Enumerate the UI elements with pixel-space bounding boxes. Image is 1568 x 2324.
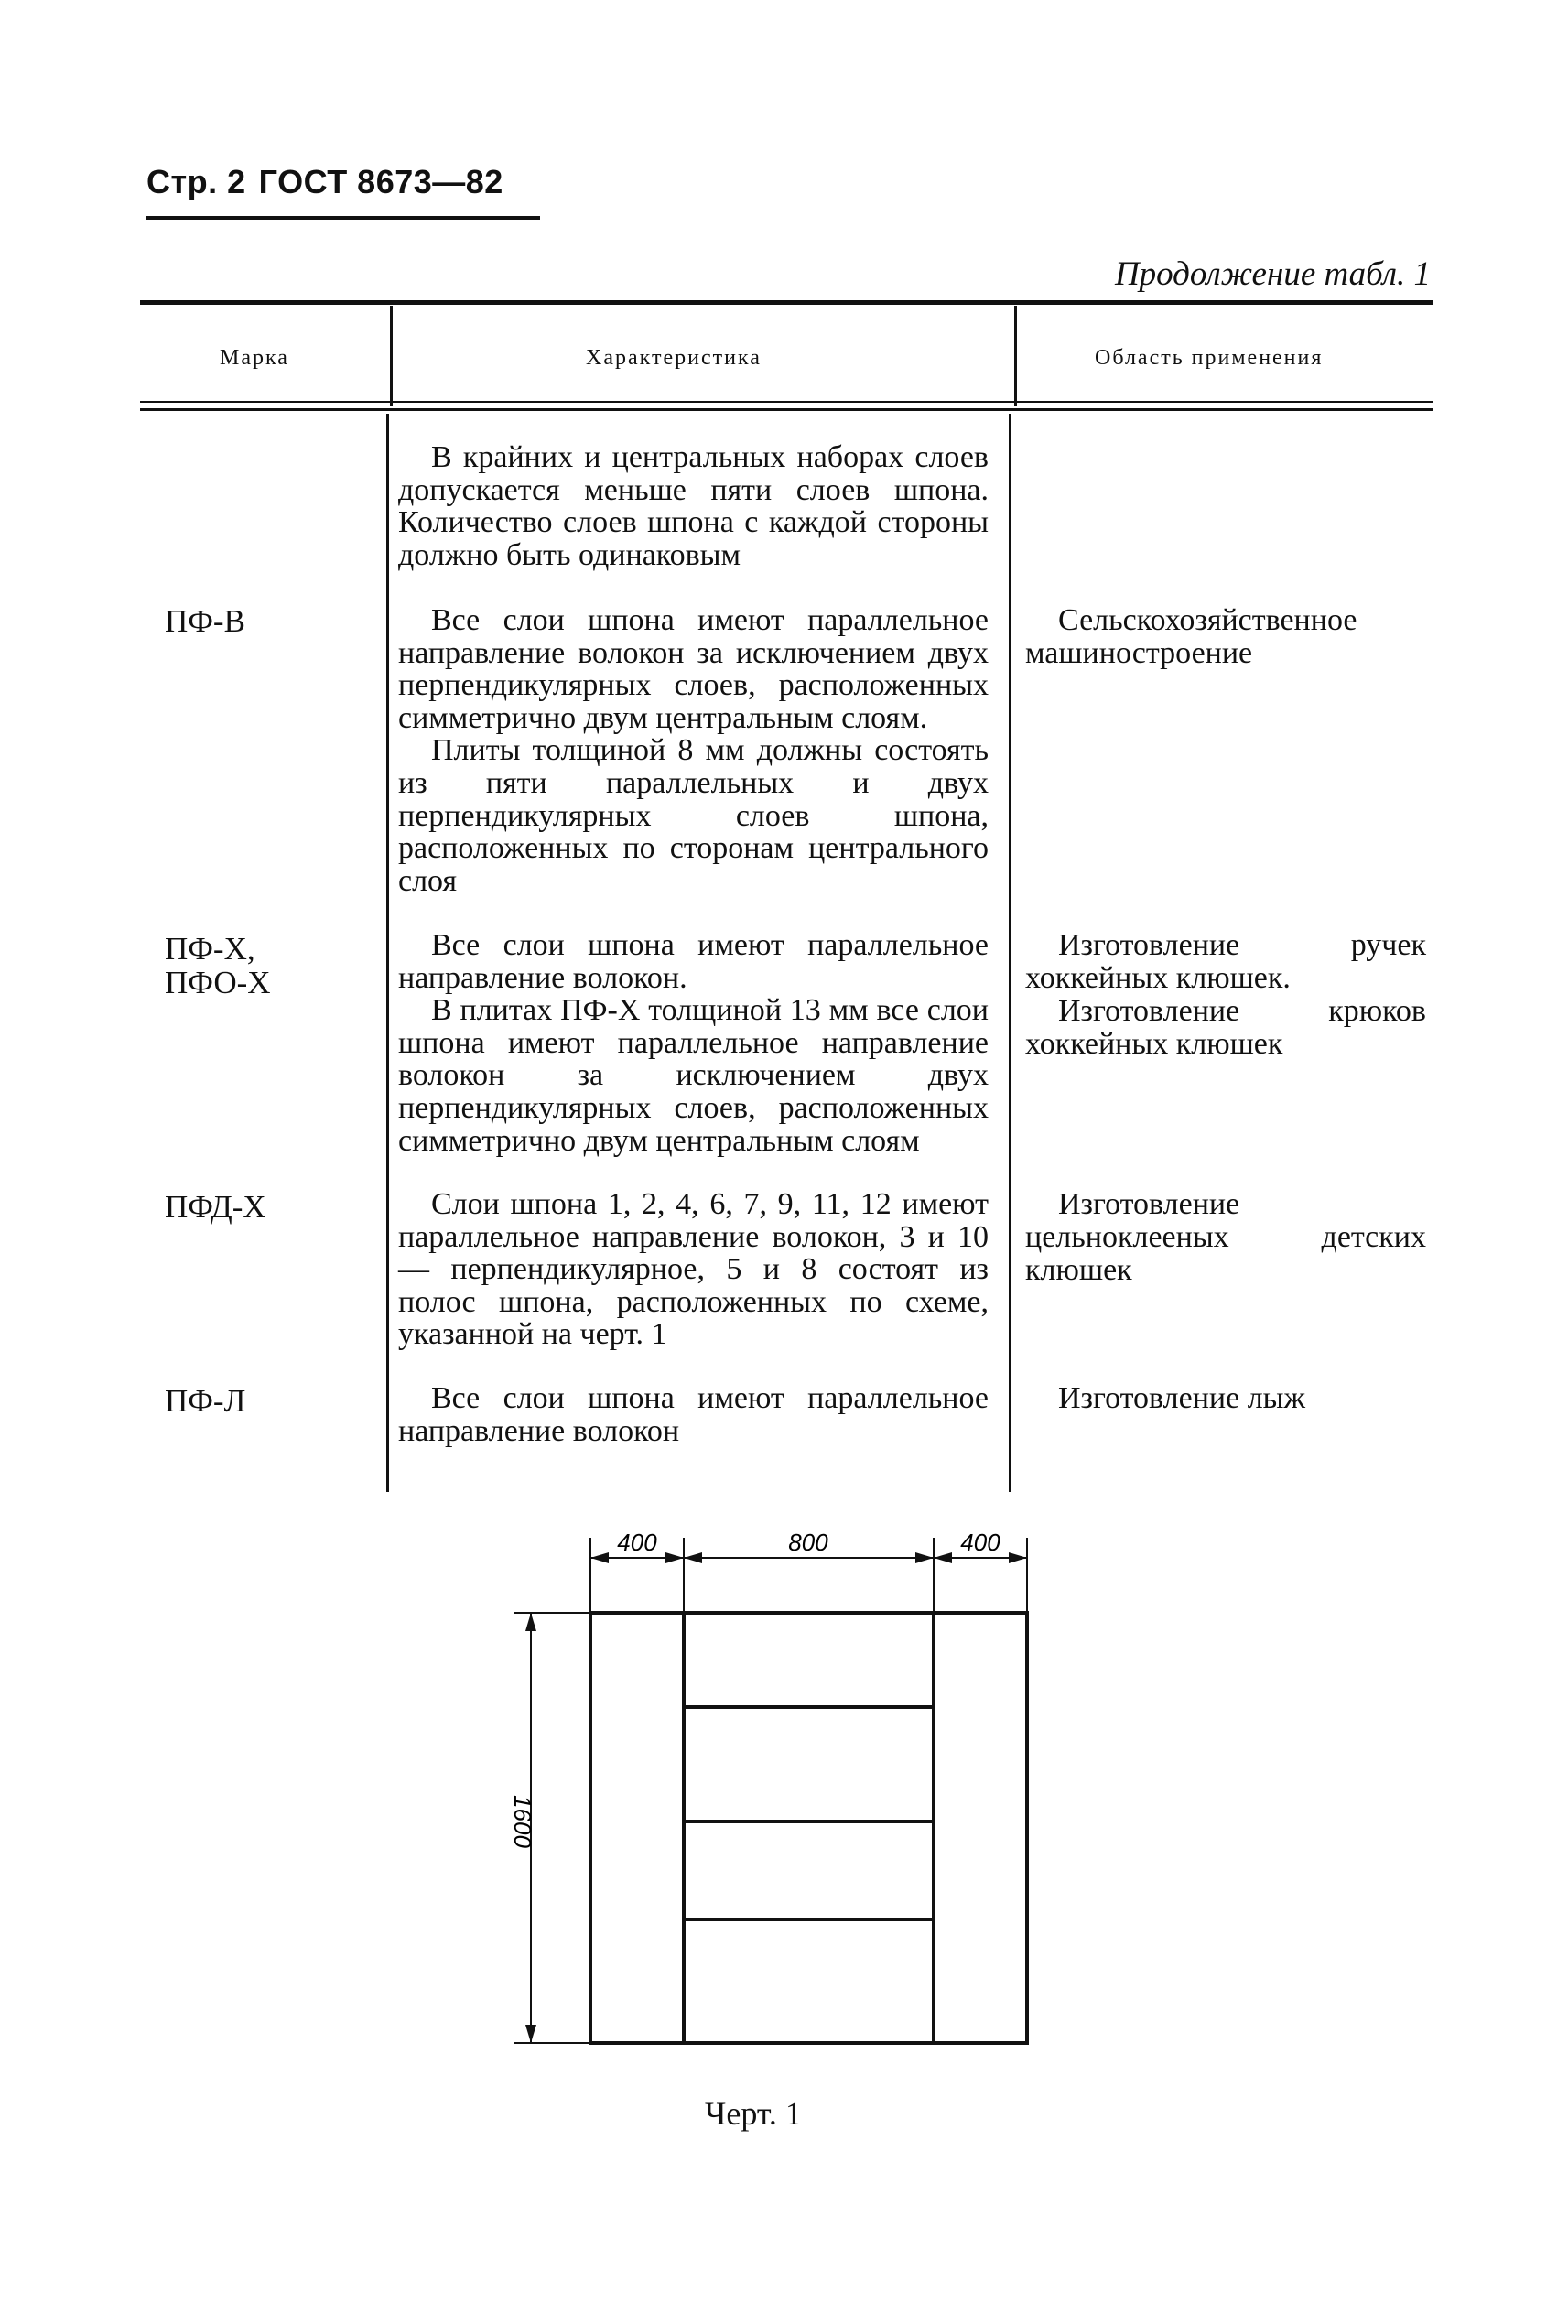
row-application — [1025, 1188, 1426, 1287]
column-header-characteristic: Характеристика — [586, 346, 762, 370]
row-characteristic — [398, 604, 989, 897]
column-divider — [1009, 414, 1011, 1492]
column-divider — [390, 306, 393, 406]
mark-line: ПФ-Х, — [165, 931, 255, 967]
dim-label-height: 1600 — [509, 1795, 536, 1848]
dim-label-right: 400 — [960, 1529, 1000, 1556]
row-characteristic — [398, 1382, 989, 1447]
area-text: Сельскохозяйственное машиностроение — [1025, 603, 1357, 670]
header-rule — [146, 216, 540, 220]
char-paragraph: Все слои шпона имеют параллельное направление волокон — [398, 1381, 989, 1448]
characteristic-column — [398, 441, 989, 571]
dim-label-middle: 800 — [788, 1529, 828, 1556]
header-divider — [140, 401, 1433, 403]
page-label: Стр. 2 — [146, 163, 246, 200]
char-paragraph: Слои шпона 1, 2, 4, 6, 7, 9, 11, 12 имеют параллельное направление волокон, 3 и 10 — перпендикулярное, 5 и 8 состоят из полос шпона, расположенных по схеме, указанной на черт. 1 — [398, 1187, 989, 1352]
standard-number: ГОСТ 8673—82 — [258, 163, 503, 200]
header-divider-double — [140, 408, 1433, 411]
row-application — [1025, 1382, 1426, 1415]
mark-line: ПФО-Х — [165, 965, 271, 1000]
column-header-mark: Марка — [220, 346, 289, 370]
column-header-application: Область применения — [1095, 346, 1324, 370]
char-paragraph: Все слои шпона имеют параллельное направление волокон за исключением двух перпендикулярных слоев, расположенных симметрично двум центральным слоям. — [398, 603, 989, 735]
area-text: Изготовление крюков хоккейных клюшек — [1025, 994, 1426, 1061]
char-paragraph: Плиты толщиной 8 мм должны состоять из пяти параллельных и двух перпендикулярных слоев шпона, расположенных по сторонам центрального слоя — [398, 733, 989, 898]
mark-pfd-x: ПФД-Х — [165, 1189, 266, 1225]
row-application — [1025, 929, 1426, 1061]
mark-pf-x — [165, 932, 271, 1000]
row-characteristic — [398, 1188, 989, 1351]
sheet-outline — [590, 1613, 1027, 2043]
page-header — [146, 163, 503, 201]
intro-paragraph: В крайних и центральных наборах слоев допускается меньше пяти слоев шпона. Количество слоев шпона с каждой стороны должно быть одинаковым — [398, 440, 989, 572]
area-text: Изготовление ручек хоккейных клюшек. — [1025, 928, 1426, 995]
row-characteristic — [398, 929, 989, 1157]
char-paragraph: Все слои шпона имеют параллельное направление волокон. — [398, 928, 989, 995]
area-text: Изготовление лыж — [1058, 1381, 1305, 1415]
layer-strip-drawing — [494, 1510, 1062, 2059]
dim-label-left: 400 — [617, 1529, 657, 1556]
char-paragraph: В плитах ПФ-Х толщиной 13 мм все слои шпона имеют параллельное направление волокон за исключением двух перпендикулярных слоев, расположенных симметрично двум центральным слоям — [398, 993, 989, 1158]
column-divider — [386, 414, 389, 1492]
row-application — [1025, 604, 1426, 670]
column-divider — [1014, 306, 1017, 406]
area-text: Изготовление цельноклееных детских клюшек — [1025, 1187, 1426, 1287]
table-continuation-label: Продолжение табл. 1 — [1114, 255, 1431, 293]
figure-caption: Черт. 1 — [705, 2095, 802, 2132]
mark-pf-l: ПФ-Л — [165, 1383, 246, 1419]
mark-pf-v: ПФ-В — [165, 603, 245, 639]
table-top-rule — [140, 300, 1433, 305]
